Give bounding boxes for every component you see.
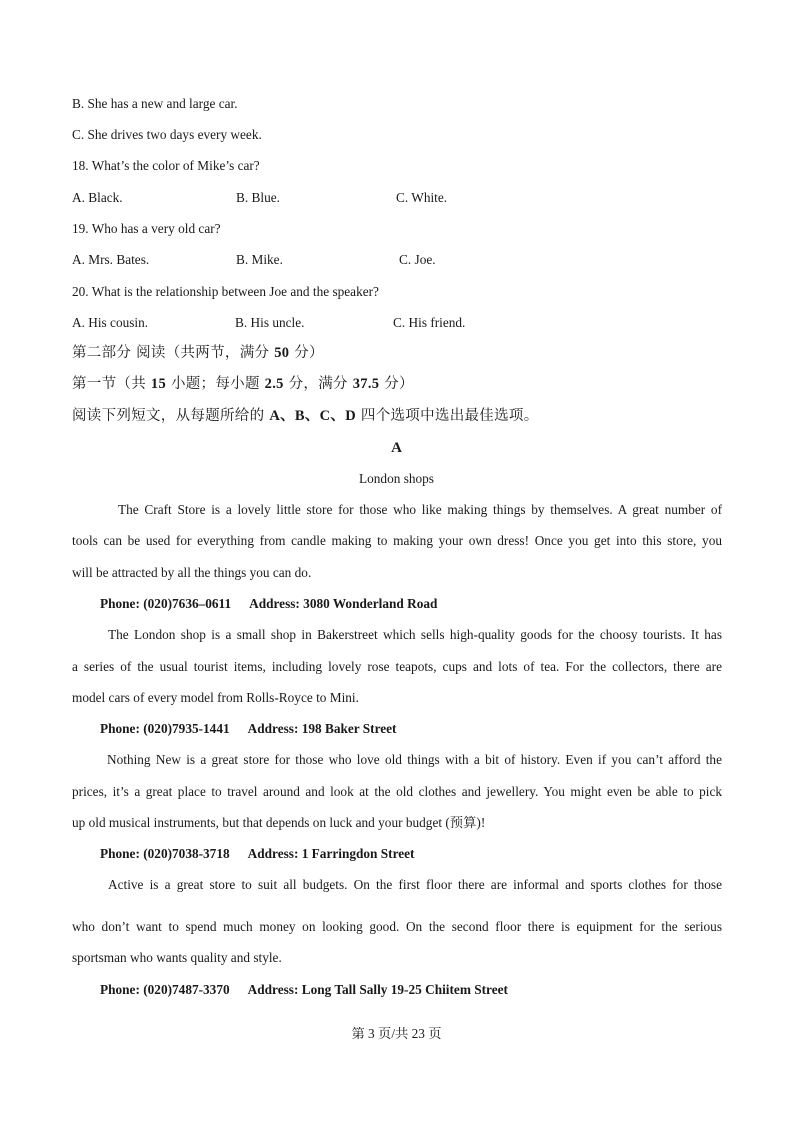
passage-label: A bbox=[391, 440, 402, 456]
shop-4-line-2: who don’t want to spend much money on looking good. On the second floor there is equipment for the serious bbox=[72, 919, 722, 934]
q19-option-b: B. Mike. bbox=[236, 252, 283, 267]
shop-2-line-3: model cars of every model from Rolls-Royce to Mini. bbox=[72, 690, 359, 705]
q18-question: 18. What’s the color of Mike’s car? bbox=[72, 158, 260, 173]
shop-3-contact bbox=[100, 846, 414, 862]
shop-1-line-2: tools can be used for everything from candle making to making your own dress! Once you get into this store, you bbox=[72, 533, 722, 548]
shop-3-address: Address: 1 Farringdon Street bbox=[247, 846, 415, 861]
q19-question: 19. Who has a very old car? bbox=[72, 221, 221, 236]
shop-3-line-3: up old musical instruments, but that depends on luck and your budget (预算)! bbox=[72, 815, 486, 830]
part-two-heading: 第二部分 阅读（共两节，满分 50 分） bbox=[72, 345, 324, 361]
shop-1-phone: Phone: (020)7636–0611 bbox=[100, 596, 232, 611]
shop-2-line-1: The London shop is a small shop in Bakerstreet which sells high-quality goods for the choosy tourists. It has bbox=[108, 627, 722, 642]
passage-title: London shops bbox=[359, 471, 434, 486]
shop-1-address: Address: 3080 Wonderland Road bbox=[249, 596, 438, 611]
shop-3-line-1: Nothing New is a great store for those who love old things with a bit of history. Even if you can’t afford the bbox=[107, 752, 722, 767]
q19-option-a: A. Mrs. Bates. bbox=[72, 252, 150, 267]
shop-4-line-3: sportsman who wants quality and style. bbox=[72, 950, 282, 965]
shop-1-line-1: The Craft Store is a lovely little store for those who like making things by themselves. A great number of bbox=[118, 502, 722, 517]
page-number: 第 3 页/共 23 页 bbox=[351, 1026, 442, 1041]
q20-option-b: B. His uncle. bbox=[235, 315, 305, 330]
q20-option-a: A. His cousin. bbox=[72, 315, 149, 330]
shop-2-address: Address: 198 Baker Street bbox=[247, 721, 397, 736]
shop-1-line-3: will be attracted by all the things you can do. bbox=[72, 565, 312, 580]
q20-option-c: C. His friend. bbox=[393, 315, 466, 330]
shop-3-phone: Phone: (020)7038-3718 bbox=[100, 846, 230, 861]
shop-3-line-2: prices, it’s a great place to travel around and look at the old clothes and jewellery. You might even be able to pick bbox=[72, 784, 722, 799]
shop-4-line-1: Active is a great store to suit all budgets. On the first floor there are informal and sports clothes for those bbox=[108, 877, 722, 892]
q19-option-c: C. Joe. bbox=[399, 252, 436, 267]
section-one-heading: 第一节（共 15 小题；每小题 2.5 分，满分 37.5 分） bbox=[72, 376, 414, 392]
q18-option-b: B. Blue. bbox=[236, 190, 280, 205]
q18-option-a: A. Black. bbox=[72, 190, 123, 205]
shop-4-phone: Phone: (020)7487-3370 bbox=[100, 982, 230, 997]
shop-4-contact bbox=[100, 982, 508, 998]
shop-2-line-2: a series of the usual tourist items, including lovely rose teapots, cups and lots of tea. For the collectors, there are bbox=[72, 659, 722, 674]
shop-4-address: Address: Long Tall Sally 19-25 Chiitem Street bbox=[247, 982, 508, 997]
q17-option-c: C. She drives two days every week. bbox=[72, 127, 262, 142]
shop-2-contact bbox=[100, 721, 396, 737]
q18-option-c: C. White. bbox=[396, 190, 448, 205]
shop-1-contact bbox=[100, 596, 437, 612]
shop-2-phone: Phone: (020)7935-1441 bbox=[100, 721, 230, 736]
q20-question: 20. What is the relationship between Joe and the speaker? bbox=[72, 284, 379, 299]
q17-option-b: B. She has a new and large car. bbox=[72, 96, 238, 111]
reading-instructions: 阅读下列短文，从每题所给的 A、B、C、D 四个选项中选出最佳选项。 bbox=[72, 408, 539, 424]
